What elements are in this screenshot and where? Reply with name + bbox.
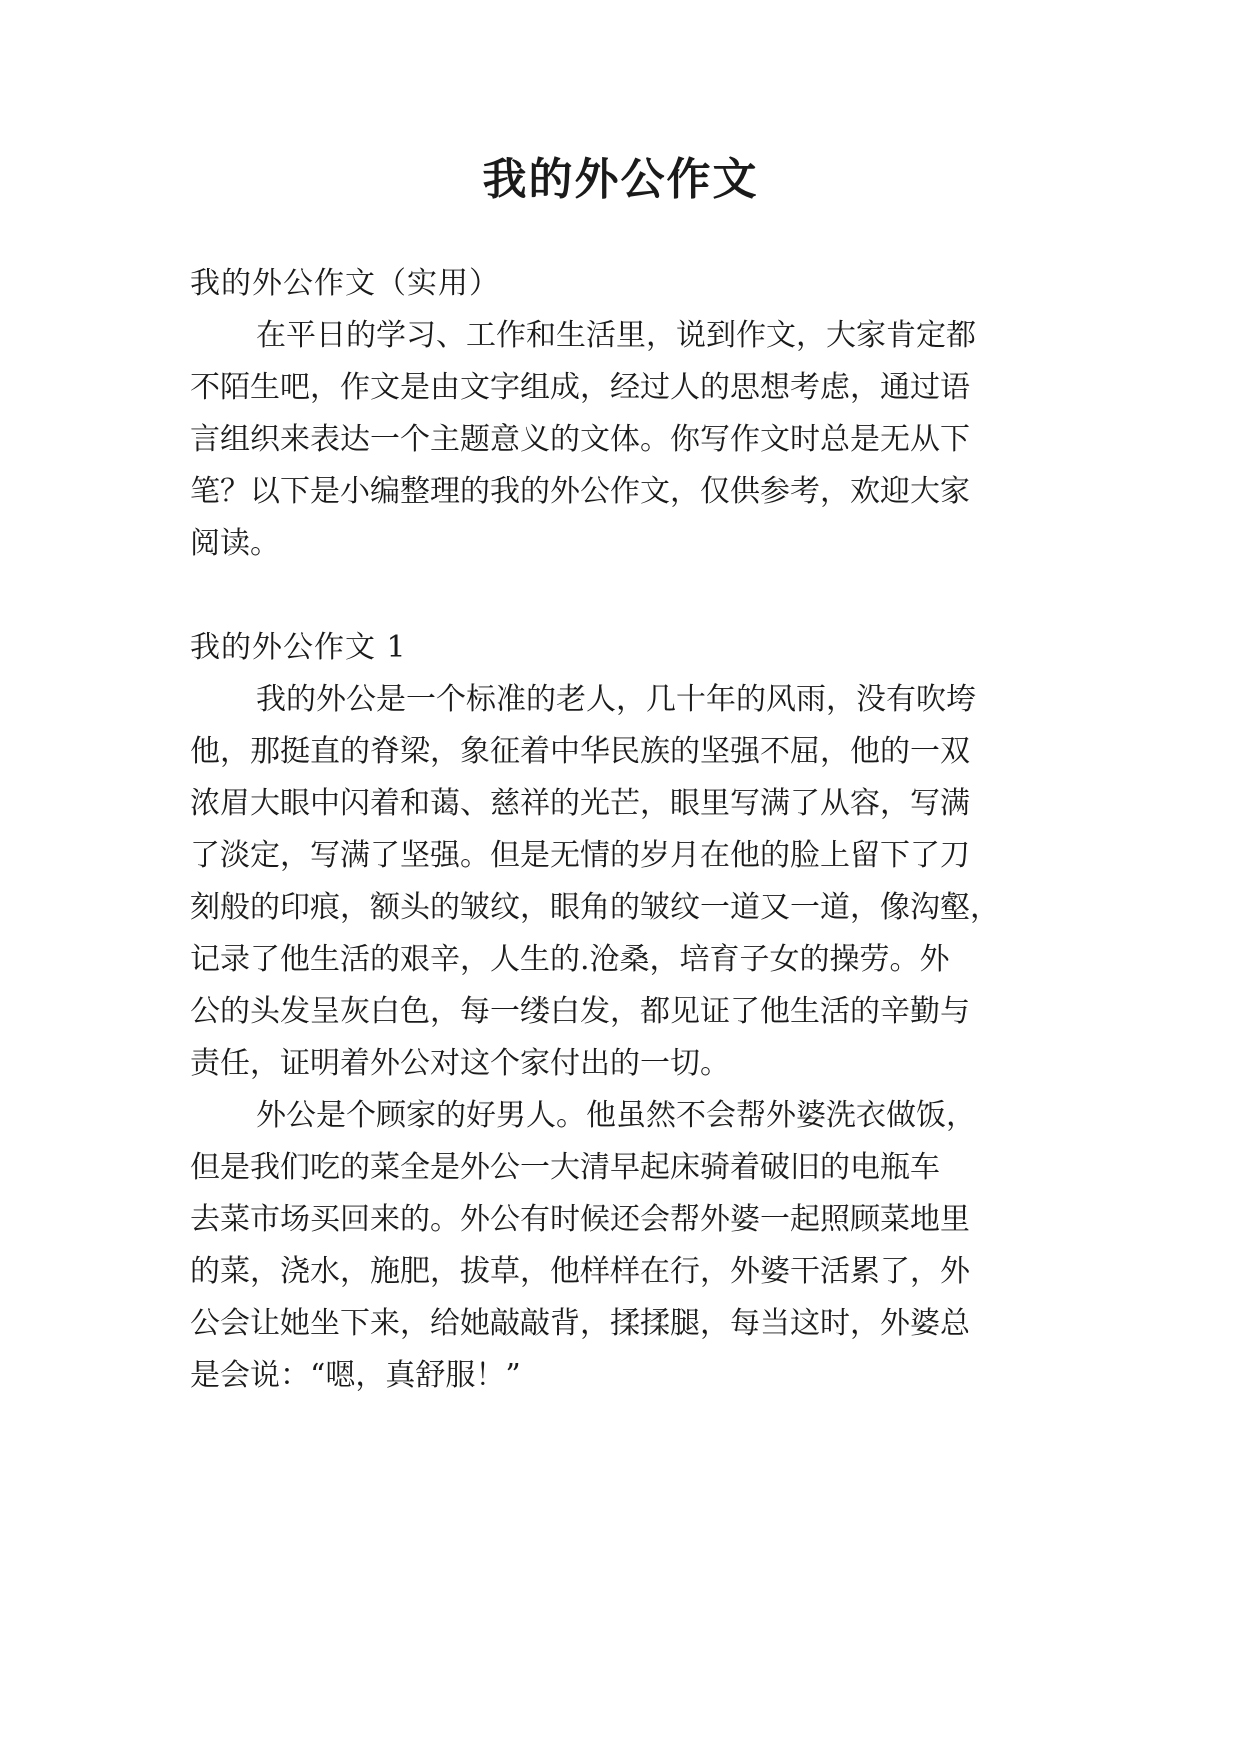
paragraph1-line-5: 刻般的印痕，额头的皱纹，眼角的皱纹一道又一道，像沟壑， — [190, 890, 1000, 925]
paragraph1-line-4: 了淡定，写满了坚强。但是无情的岁月在他的脸上留下了刀 — [190, 838, 970, 873]
intro-line-4: 笔？以下是小编整理的我的外公作文，仅供参考，欢迎大家 — [190, 474, 970, 509]
document-subtitle: 我的外公作文（实用） — [190, 266, 500, 301]
paragraph1-line-3: 浓眉大眼中闪着和蔼、慈祥的光芒，眼里写满了从容，写满 — [190, 786, 970, 821]
document-title: 我的外公作文 — [482, 154, 759, 205]
section-heading: 我的外公作文 1 — [190, 630, 407, 665]
paragraph1-line-7: 公的头发呈灰白色，每一缕白发，都见证了他生活的辛勤与 — [190, 994, 970, 1029]
paragraph2-line-6: 是会说：“嗯，真舒服！” — [190, 1358, 521, 1393]
intro-line-5: 阅读。 — [190, 526, 280, 561]
intro-line-2: 不陌生吧，作文是由文字组成，经过人的思想考虑，通过语 — [190, 370, 970, 405]
paragraph2-line-4: 的菜，浇水，施肥，拔草，他样样在行，外婆干活累了，外 — [190, 1254, 970, 1289]
intro-line-3: 言组织来表达一个主题意义的文体。你写作文时总是无从下 — [190, 422, 970, 457]
paragraph2-line-5: 公会让她坐下来，给她敲敲背，揉揉腿，每当这时，外婆总 — [190, 1306, 970, 1341]
paragraph2-line-1: 外公是个顾家的好男人。他虽然不会帮外婆洗衣做饭， — [256, 1098, 976, 1133]
paragraph1-line-1: 我的外公是一个标准的老人，几十年的风雨，没有吹垮 — [256, 682, 976, 717]
paragraph1-line-2: 他，那挺直的脊梁，象征着中华民族的坚强不屈，他的一双 — [190, 734, 970, 769]
paragraph2-line-3: 去菜市场买回来的。外公有时候还会帮外婆一起照顾菜地里 — [190, 1202, 970, 1237]
paragraph1-line-6: 记录了他生活的艰辛，人生的.沧桑，培育子女的操劳。外 — [190, 942, 950, 977]
paragraph2-line-2: 但是我们吃的菜全是外公一大清早起床骑着破旧的电瓶车 — [190, 1150, 940, 1185]
paragraph1-line-8: 责任，证明着外公对这个家付出的一切。 — [190, 1046, 730, 1081]
intro-line-1: 在平日的学习、工作和生活里，说到作文，大家肯定都 — [256, 318, 976, 353]
